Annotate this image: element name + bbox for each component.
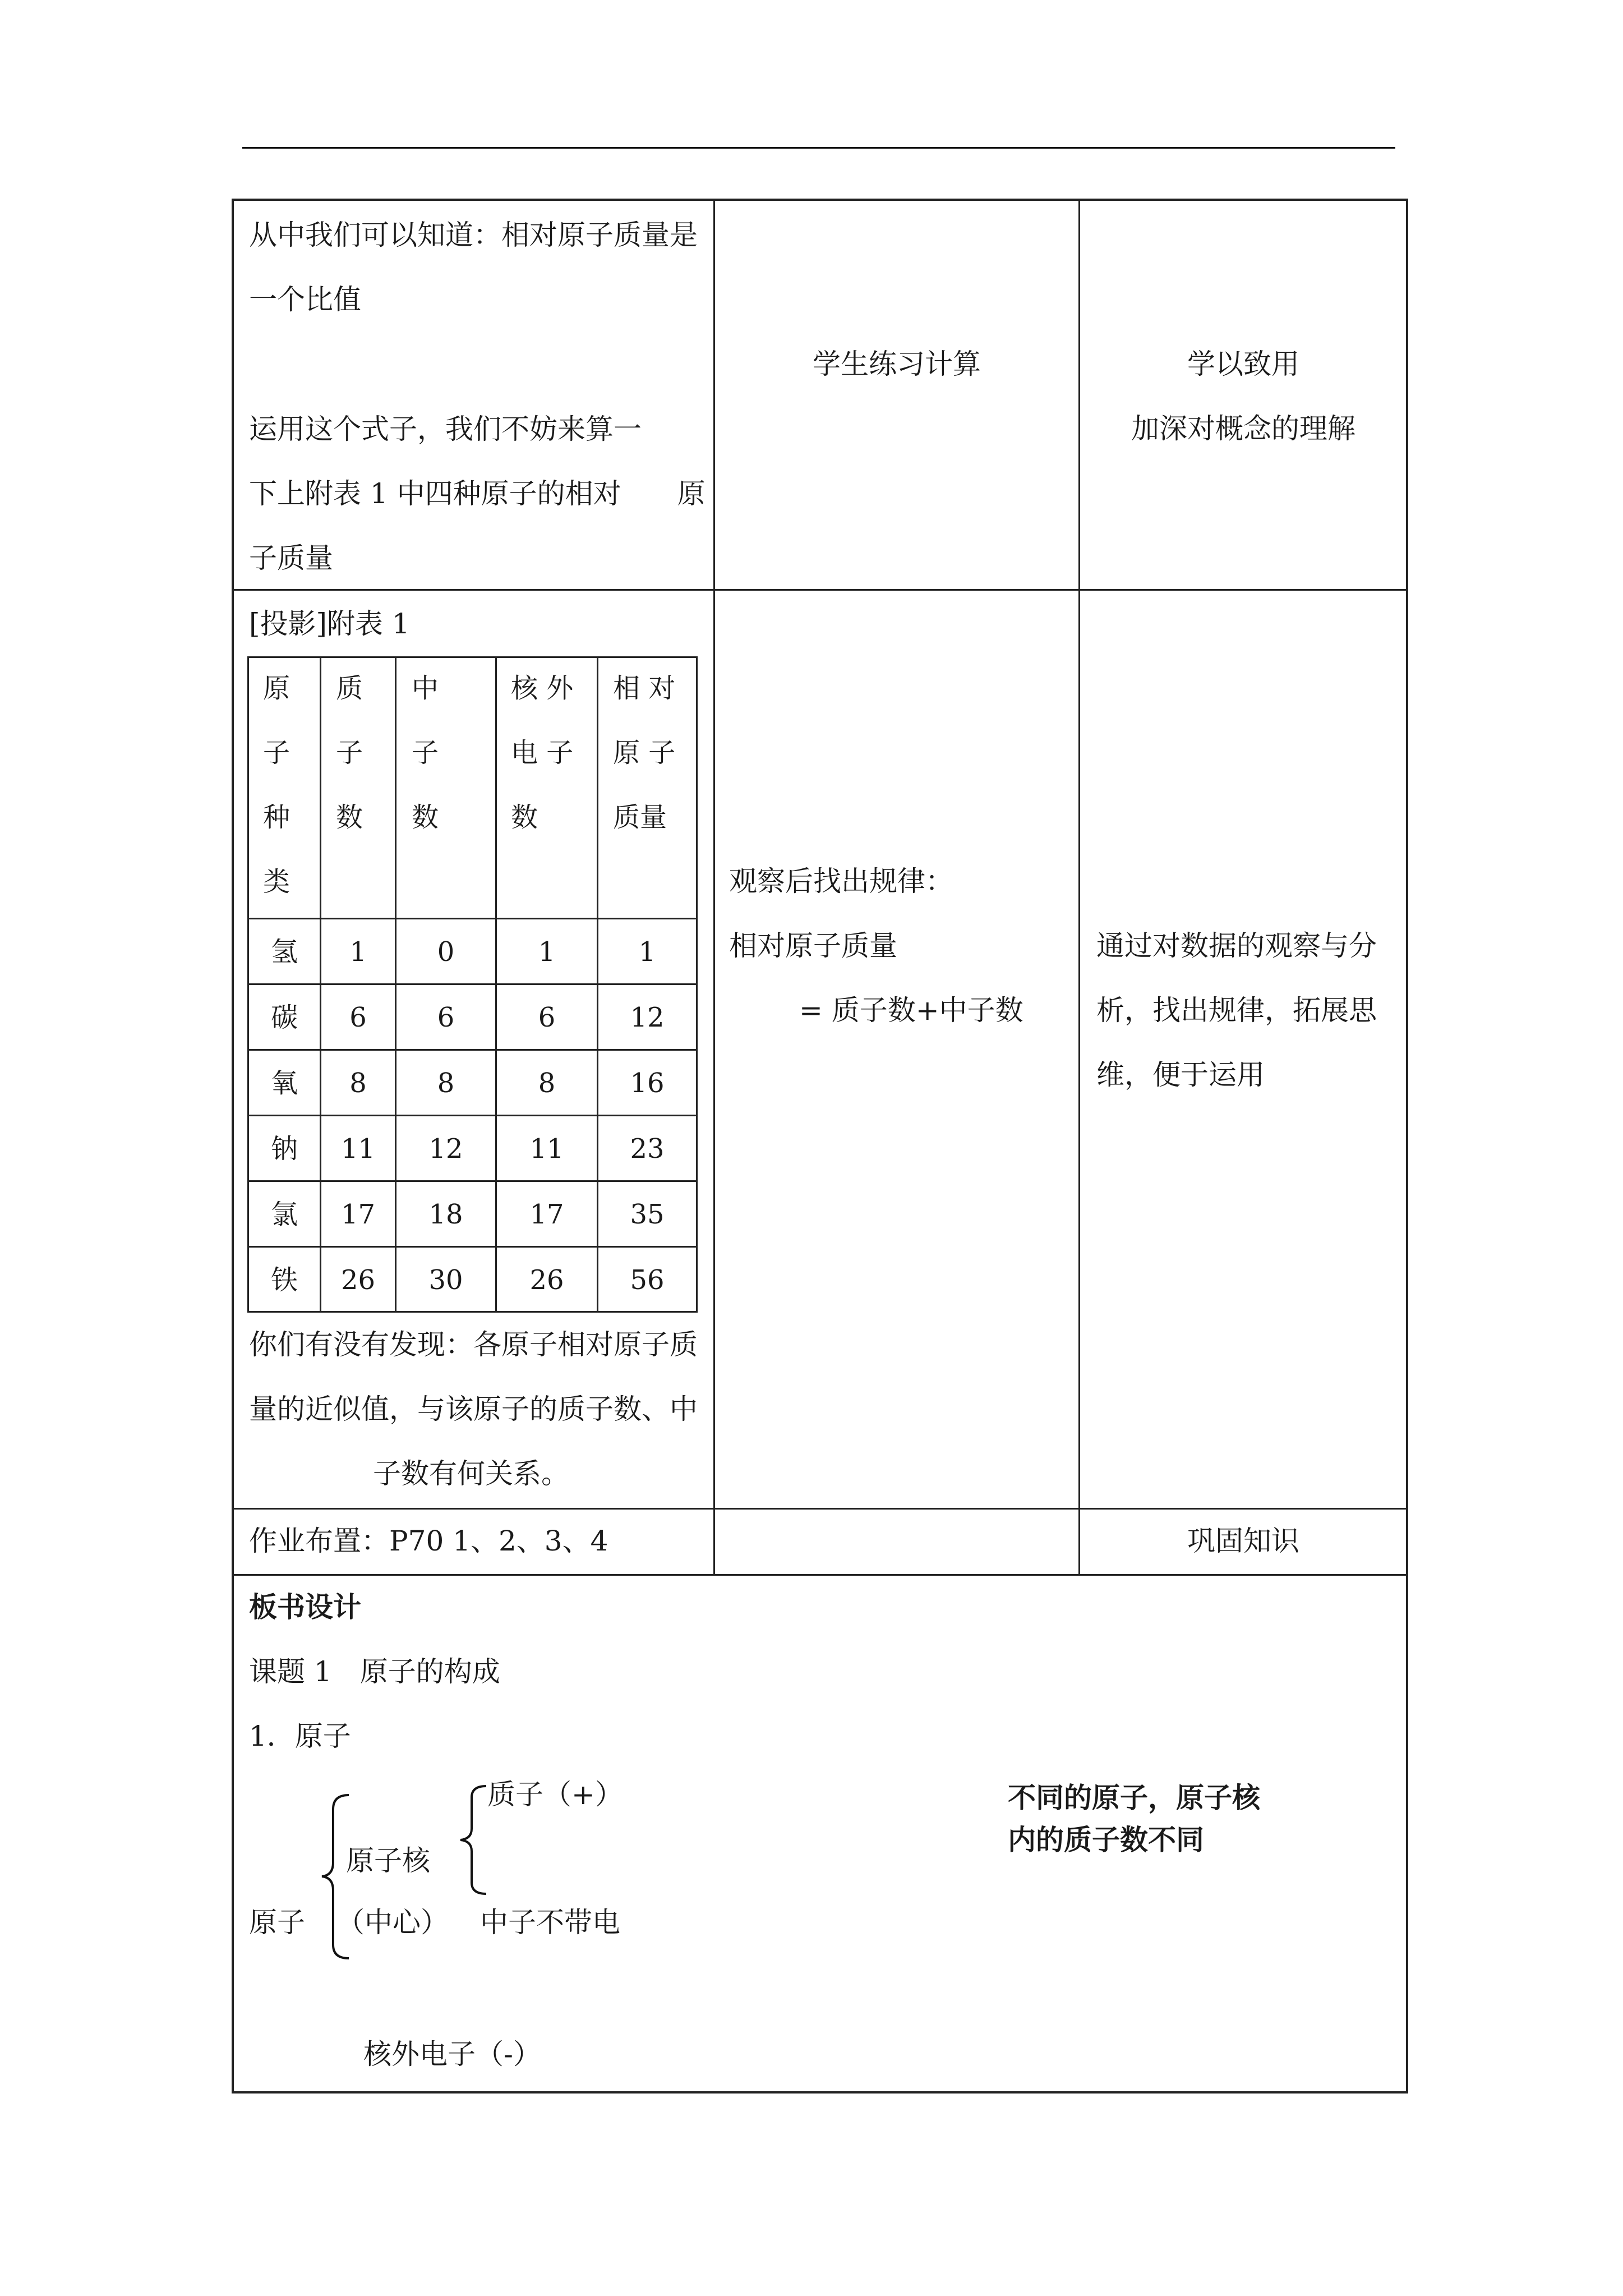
table-cell: 11 [529, 1133, 564, 1165]
nucleus-brace [457, 1784, 491, 1896]
electron-label: 核外电子（-） [363, 2038, 541, 2070]
table-cell: 8 [437, 1068, 455, 1099]
table-cell: 6 [538, 1002, 556, 1033]
element-name-cell: 氧 [270, 1068, 298, 1099]
table-cell: 17 [529, 1199, 564, 1230]
element-name-cell: 氢 [270, 936, 298, 968]
table-cell: 23 [630, 1133, 665, 1165]
table-cell: 26 [529, 1264, 564, 1296]
element-name-cell: 氯 [270, 1199, 298, 1230]
table-cell: 12 [428, 1133, 463, 1165]
table-cell: 8 [349, 1068, 367, 1099]
row1-intent-line: 学以致用 [1187, 348, 1299, 380]
proton-label: 质子（+） [487, 1778, 623, 1811]
table-cell: 11 [340, 1133, 376, 1165]
header-rule [242, 147, 1395, 149]
row1-intent-line: 加深对概念的理解 [1131, 412, 1355, 445]
text-line: 子质量 [249, 542, 333, 574]
text-line: 下上附表 1 中四种原子的相对 原 [249, 477, 706, 510]
table-cell: 16 [630, 1068, 665, 1099]
text-line: 通过对数据的观察与分 [1096, 930, 1377, 962]
table-cell: 26 [340, 1264, 376, 1296]
board-title: 板书设计 [249, 1591, 361, 1623]
text-line: 你们有没有发现：各原子相对原子质 [249, 1328, 698, 1361]
table-caption: [投影]附表 1 [249, 608, 410, 640]
neutron-label: 中子不带电 [480, 1906, 620, 1939]
table-cell: 0 [437, 936, 455, 968]
text-line: 析，找出规律，拓展思 [1096, 994, 1377, 1027]
table-cell: 1 [349, 936, 367, 968]
text-line: 运用这个式子，我们不妨来算一 [249, 413, 642, 445]
element-name-cell: 铁 [270, 1264, 298, 1296]
table-cell: 56 [630, 1264, 665, 1296]
section-heading: 1．原子 [249, 1720, 351, 1752]
table-cell: 1 [638, 936, 656, 968]
text-line: 从中我们可以知道：相对原子质量是 [249, 219, 698, 251]
center-label: （中心） [336, 1906, 449, 1939]
row3-intent: 巩固知识 [1187, 1525, 1299, 1557]
text-line: 子数有何关系。 [373, 1457, 569, 1490]
table-cell: 12 [630, 1002, 665, 1033]
table-cell: 17 [340, 1199, 376, 1230]
note-line: 内的质子数不同 [1008, 1824, 1204, 1856]
text-line: 维，便于运用 [1096, 1059, 1265, 1091]
row1-student-activity: 学生练习计算 [813, 348, 981, 380]
table-cell: 6 [437, 1002, 455, 1033]
element-name-cell: 钠 [270, 1133, 298, 1165]
table-cell: 18 [428, 1199, 463, 1230]
text-line: 相对原子质量 [729, 930, 897, 962]
note-line: 不同的原子，原子核 [1008, 1782, 1260, 1814]
table-cell: 30 [428, 1264, 463, 1296]
atom-label: 原子 [249, 1906, 305, 1939]
table-cell: 8 [538, 1068, 556, 1099]
text-line: 观察后找出规律： [729, 865, 953, 898]
nucleus-label: 原子核 [346, 1844, 430, 1877]
homework-assignment: 作业布置：P70 1、2、3、4 [249, 1525, 608, 1557]
table-cell: 35 [630, 1199, 665, 1230]
atom-data-table: 原 子 种 类 质 子 数 中 子 数 核 外 电 子 数 相 对 原 子 质量 氢 1 0 1 1 碳 6 6 6 12 氧 8 8 8 16 钠 11 12 11 23 氯 17 18 17 35 铁 26 30 26 56 [247, 656, 698, 1313]
table-cell: 6 [349, 1002, 367, 1033]
element-name-cell: 碳 [270, 1002, 298, 1033]
text-line: = 质子数+中子数 [799, 994, 1023, 1027]
text-line: 量的近似值，与该原子的质子数、中 [249, 1393, 698, 1425]
table-cell: 1 [538, 936, 556, 968]
lesson-title: 课题 1 原子的构成 [249, 1655, 500, 1688]
text-line: 一个比值 [249, 283, 361, 316]
